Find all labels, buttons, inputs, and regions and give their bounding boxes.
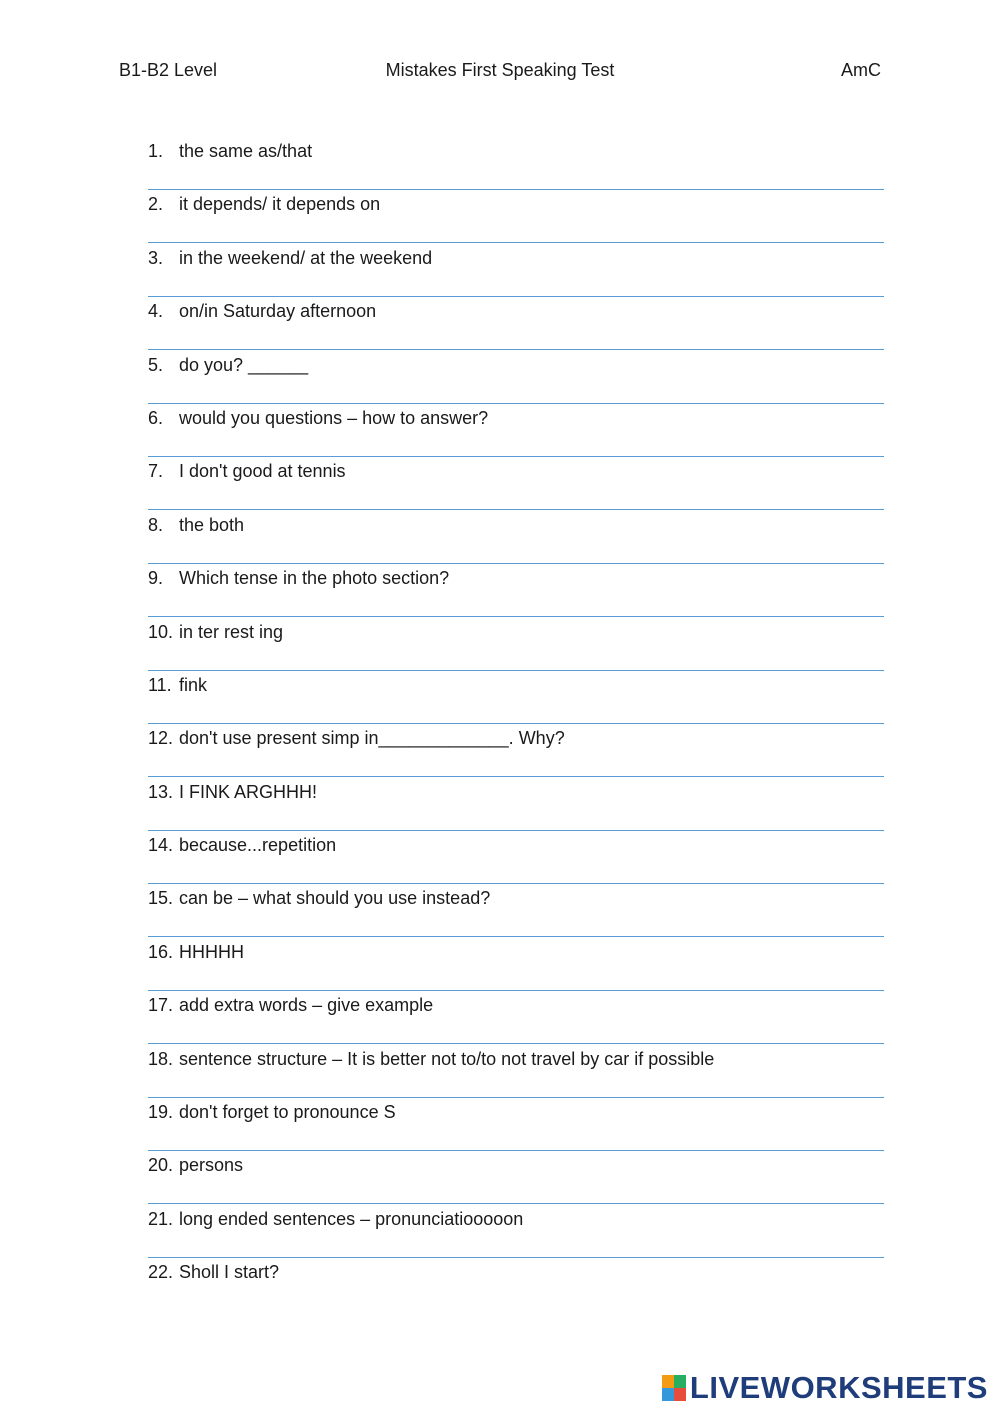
liveworksheets-logo xyxy=(662,1370,988,1406)
mistakes-list xyxy=(148,136,884,1311)
logo-square xyxy=(662,1375,674,1388)
item-number: 5. xyxy=(148,354,164,375)
item-text: HHHHH xyxy=(179,941,244,962)
item-number: 18. xyxy=(148,1048,174,1069)
list-item xyxy=(148,563,884,616)
item-text: on/in Saturday afternoon xyxy=(179,301,377,322)
item-text: don't use present simp in_____________. Why? xyxy=(179,728,565,749)
item-number: 9. xyxy=(148,568,164,589)
page-header xyxy=(119,60,881,84)
item-text: in ter rest ing xyxy=(179,621,284,642)
list-item xyxy=(148,189,884,242)
item-text: the same as/that xyxy=(179,141,313,161)
item-text: Which tense in the photo section? xyxy=(179,568,450,589)
item-number: 1. xyxy=(148,141,164,161)
page-title: Mistakes First Speaking Test xyxy=(385,60,615,80)
item-number: 4. xyxy=(148,301,164,322)
item-number: 7. xyxy=(148,461,164,482)
item-text: do you? ______ xyxy=(179,354,309,375)
list-item xyxy=(148,1204,884,1257)
list-item xyxy=(148,1097,884,1150)
item-number: 14. xyxy=(148,835,174,856)
item-text: fink xyxy=(179,674,208,695)
level-label: B1-B2 Level xyxy=(119,60,218,80)
item-number: 8. xyxy=(148,514,164,535)
list-item xyxy=(148,1257,884,1310)
item-text: persons xyxy=(179,1155,244,1176)
list-item xyxy=(148,617,884,670)
list-item xyxy=(148,403,884,456)
list-item xyxy=(148,456,884,509)
item-number: 21. xyxy=(148,1208,174,1229)
item-text: add extra words – give example xyxy=(179,995,434,1016)
logo-grid-icon xyxy=(662,1375,686,1401)
item-text: because...repetition xyxy=(179,835,337,856)
list-item xyxy=(148,883,884,936)
item-number: 15. xyxy=(148,888,174,909)
item-text: it depends/ it depends on xyxy=(179,194,381,215)
list-item xyxy=(148,670,884,723)
list-item xyxy=(148,136,884,189)
list-item xyxy=(148,243,884,296)
item-number: 16. xyxy=(148,941,174,962)
list-item xyxy=(148,830,884,883)
item-number: 20. xyxy=(148,1155,174,1176)
item-text: in the weekend/ at the weekend xyxy=(179,247,433,268)
item-text: long ended sentences – pronunciatiooooon xyxy=(179,1208,524,1229)
list-item xyxy=(148,1150,884,1203)
list-item xyxy=(148,296,884,349)
list-item xyxy=(148,777,884,830)
list-item xyxy=(148,1044,884,1097)
item-number: 11. xyxy=(148,674,172,695)
item-number: 2. xyxy=(148,194,164,215)
list-item xyxy=(148,990,884,1043)
author-label: AmC xyxy=(841,60,881,80)
item-text: the both xyxy=(179,514,245,535)
list-item xyxy=(148,350,884,403)
item-number: 22. xyxy=(148,1262,174,1283)
logo-square xyxy=(674,1375,686,1388)
item-text: I FINK ARGHHH! xyxy=(179,781,318,802)
item-text: would you questions – how to answer? xyxy=(179,407,489,428)
item-text: I don't good at tennis xyxy=(179,461,346,482)
item-number: 6. xyxy=(148,407,164,428)
item-number: 3. xyxy=(148,247,164,268)
logo-square xyxy=(674,1388,686,1401)
list-item xyxy=(148,937,884,990)
item-number: 19. xyxy=(148,1102,174,1123)
item-text: sentence structure – It is better not to/to not travel by car if possible xyxy=(179,1048,715,1069)
list-item xyxy=(148,723,884,776)
item-number: 13. xyxy=(148,781,174,802)
logo-text: LIVEWORKSHEETS xyxy=(689,1370,988,1405)
list-item xyxy=(148,510,884,563)
item-text: don't forget to pronounce S xyxy=(179,1102,396,1123)
logo-square xyxy=(662,1388,674,1401)
item-number: 10. xyxy=(148,621,174,642)
item-number: 17. xyxy=(148,995,174,1016)
item-number: 12. xyxy=(148,728,174,749)
item-text: Sholl I start? xyxy=(179,1262,280,1283)
item-text: can be – what should you use instead? xyxy=(179,888,491,909)
